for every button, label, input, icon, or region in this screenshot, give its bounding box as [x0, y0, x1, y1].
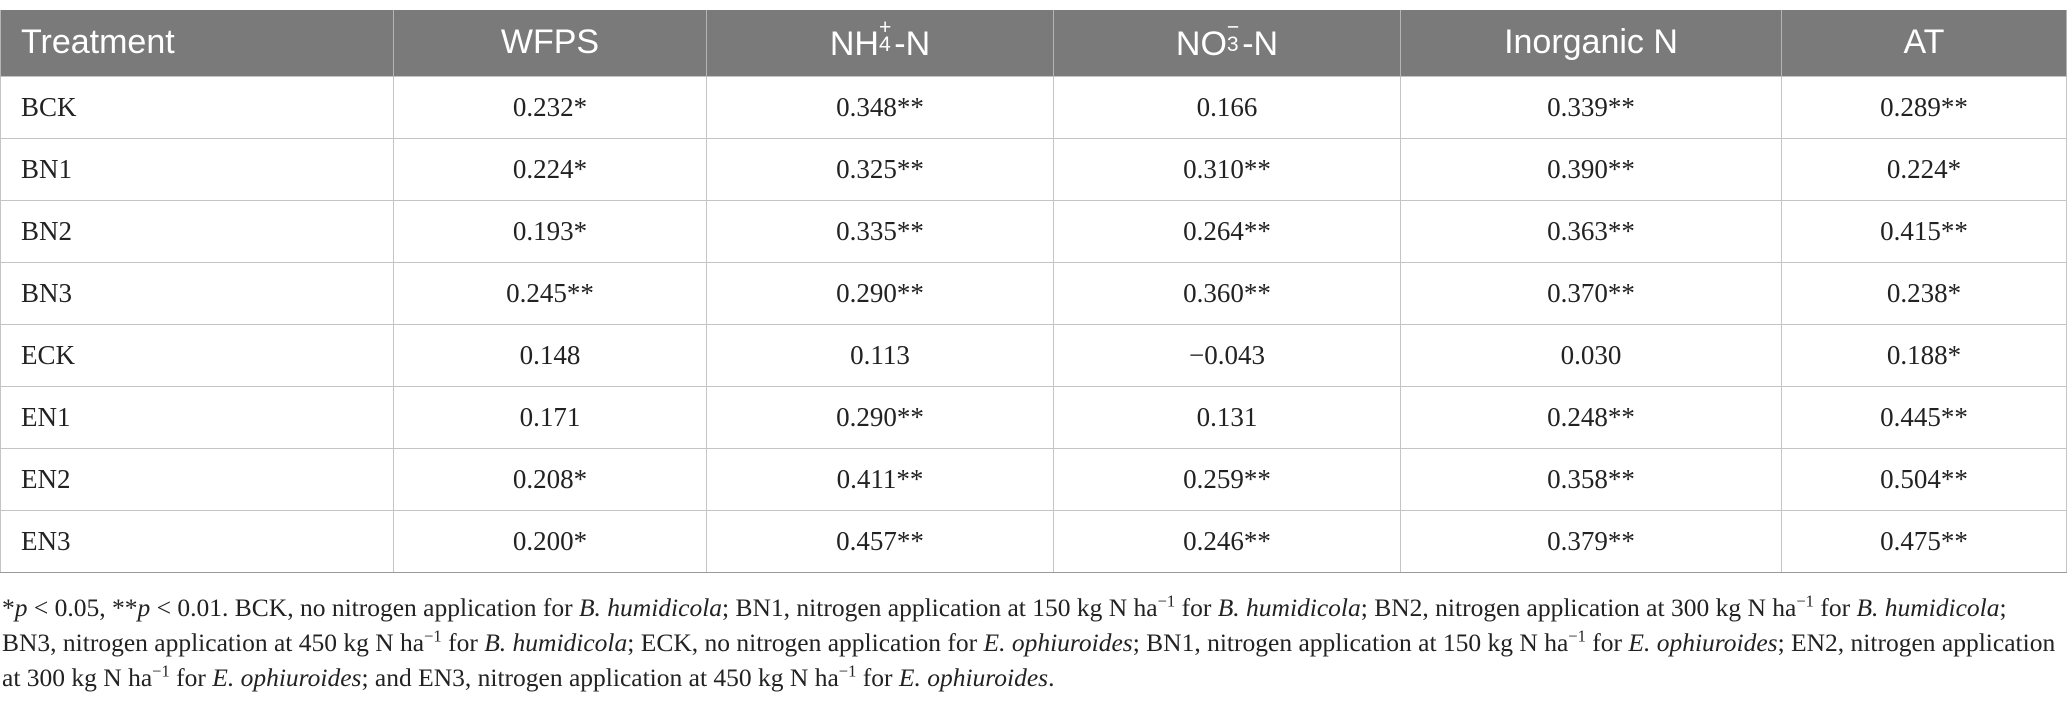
correlation-cell: 0.171	[394, 386, 707, 448]
correlation-cell: 0.363**	[1401, 200, 1782, 262]
correlation-cell: 0.113	[707, 324, 1054, 386]
table-header-row	[1, 10, 2067, 76]
footnote-superscript: −1	[152, 661, 170, 681]
correlation-cell: 0.188*	[1782, 324, 2067, 386]
treatment-cell: EN3	[1, 510, 394, 572]
footnote-text: for	[1585, 628, 1629, 657]
correlation-cell: 0.224*	[394, 138, 707, 200]
table-row	[1, 324, 2067, 386]
column-header	[1054, 10, 1401, 76]
treatment-cell: EN2	[1, 448, 394, 510]
correlation-cell: 0.248**	[1401, 386, 1782, 448]
correlation-cell: 0.415**	[1782, 200, 2067, 262]
correlation-cell: 0.232*	[394, 76, 707, 138]
correlation-cell: −0.043	[1054, 324, 1401, 386]
footnote-italic-text: B. humidicola	[484, 628, 628, 657]
table-row	[1, 200, 2067, 262]
correlation-cell: 0.259**	[1054, 448, 1401, 510]
correlation-cell: 0.310**	[1054, 138, 1401, 200]
footnote-text: *	[2, 593, 15, 622]
footnote-superscript: −1	[1157, 591, 1176, 611]
column-header	[394, 10, 707, 76]
footnote-text: ; BN1, nitrogen application at 150 kg N ha	[1132, 628, 1569, 657]
table-row	[1, 262, 2067, 324]
treatment-cell: BN2	[1, 200, 394, 262]
table-row	[1, 386, 2067, 448]
footnote-italic-text: B. humidicola	[1856, 593, 2000, 622]
footnote-text: < 0.01. BCK, no nitrogen application for	[150, 593, 579, 622]
column-header	[1, 10, 394, 76]
treatment-cell: BCK	[1, 76, 394, 138]
column-header-subscript: 3	[1226, 32, 1239, 56]
correlation-cell: 0.445**	[1782, 386, 2067, 448]
footnote-italic-text: E. ophiuroides	[983, 628, 1133, 657]
correlation-cell: 0.290**	[707, 386, 1054, 448]
correlation-cell: 0.339**	[1401, 76, 1782, 138]
column-header-label: NH	[829, 25, 879, 64]
footnote-text: ; and EN3, nitrogen application at 450 kg N ha	[361, 663, 839, 692]
column-header-label: Inorganic N	[1504, 23, 1678, 62]
column-header	[1782, 10, 2067, 76]
treatment-cell: ECK	[1, 324, 394, 386]
footnote-text: < 0.05, **	[27, 593, 138, 622]
correlation-cell: 0.166	[1054, 76, 1401, 138]
column-header-label: NO	[1175, 25, 1227, 64]
footnote-italic-text: E. ophiuroides	[1628, 628, 1778, 657]
correlation-cell: 0.245**	[394, 262, 707, 324]
table-body	[1, 76, 2067, 572]
footnote-text: ; BN2, nitrogen application at 300 kg N ha	[1360, 593, 1797, 622]
footnote-text: for	[856, 663, 899, 692]
column-header-superscript: −	[1226, 15, 1240, 39]
footnote-text: .	[1048, 663, 1055, 692]
footnote-italic-text: p	[14, 593, 28, 622]
footnote-italic-text: B. humidicola	[1217, 593, 1361, 622]
correlation-cell: 0.030	[1401, 324, 1782, 386]
correlation-cell: 0.246**	[1054, 510, 1401, 572]
correlation-cell: 0.238*	[1782, 262, 2067, 324]
footnote-text: for	[1175, 593, 1218, 622]
correlation-cell: 0.335**	[707, 200, 1054, 262]
treatment-cell: EN1	[1, 386, 394, 448]
footnote-italic-text: E. ophiuroides	[898, 663, 1049, 692]
column-header-script	[878, 15, 894, 56]
footnote-superscript: −1	[424, 626, 442, 646]
correlation-cell: 0.290**	[707, 262, 1054, 324]
column-header-label: Treatment	[21, 23, 175, 62]
footnote-text: ; ECK, no nitrogen application for	[627, 628, 984, 657]
table-row	[1, 76, 2067, 138]
column-header-label: WFPS	[500, 23, 600, 62]
correlation-cell: 0.457**	[707, 510, 1054, 572]
correlation-table-container	[0, 10, 2066, 573]
correlation-cell: 0.379**	[1401, 510, 1782, 572]
column-header-superscript: +	[878, 15, 892, 39]
correlation-cell: 0.200*	[394, 510, 707, 572]
treatment-cell: BN3	[1, 262, 394, 324]
table-row	[1, 448, 2067, 510]
correlation-cell: 0.504**	[1782, 448, 2067, 510]
correlation-cell: 0.411**	[707, 448, 1054, 510]
footnote-text: for	[441, 628, 485, 657]
column-header	[1401, 10, 1782, 76]
footnote-superscript: −1	[1568, 626, 1586, 646]
footnote-italic-text: B. humidicola	[578, 593, 723, 622]
column-header-suffix: -N	[1242, 25, 1279, 64]
footnote-superscript: −1	[838, 661, 857, 681]
column-header-subscript: 4	[878, 32, 891, 56]
correlation-cell: 0.264**	[1054, 200, 1401, 262]
column-header-label: AT	[1903, 23, 1945, 62]
treatment-cell: BN1	[1, 138, 394, 200]
table-row	[1, 138, 2067, 200]
footnote-text: ; EN2, nitrogen application at 300 kg N ha	[2, 628, 2056, 692]
table-footnote	[2, 590, 2062, 695]
correlation-cell: 0.148	[394, 324, 707, 386]
correlation-cell: 0.325**	[707, 138, 1054, 200]
correlation-cell: 0.208*	[394, 448, 707, 510]
footnote-text: for	[169, 663, 213, 692]
footnote-superscript: −1	[1796, 591, 1814, 611]
correlation-cell: 0.390**	[1401, 138, 1782, 200]
correlation-cell: 0.348**	[707, 76, 1054, 138]
correlation-cell: 0.358**	[1401, 448, 1782, 510]
column-header-suffix: -N	[894, 25, 931, 64]
correlation-cell: 0.475**	[1782, 510, 2067, 572]
column-header-script	[1226, 15, 1242, 56]
correlation-cell: 0.289**	[1782, 76, 2067, 138]
correlation-cell: 0.370**	[1401, 262, 1782, 324]
footnote-text: ; BN1, nitrogen application at 150 kg N ha	[722, 593, 1158, 622]
footnote-italic-text: p	[137, 593, 151, 622]
correlation-cell: 0.193*	[394, 200, 707, 262]
correlation-cell: 0.360**	[1054, 262, 1401, 324]
footnote-text: ; BN3, nitrogen application at 450 kg N ha	[2, 593, 2007, 657]
footnote-italic-text: E. ophiuroides	[212, 663, 362, 692]
correlation-table	[0, 10, 2067, 573]
footnote-text: for	[1813, 593, 1857, 622]
correlation-cell: 0.224*	[1782, 138, 2067, 200]
correlation-cell: 0.131	[1054, 386, 1401, 448]
table-row	[1, 510, 2067, 572]
column-header	[707, 10, 1054, 76]
